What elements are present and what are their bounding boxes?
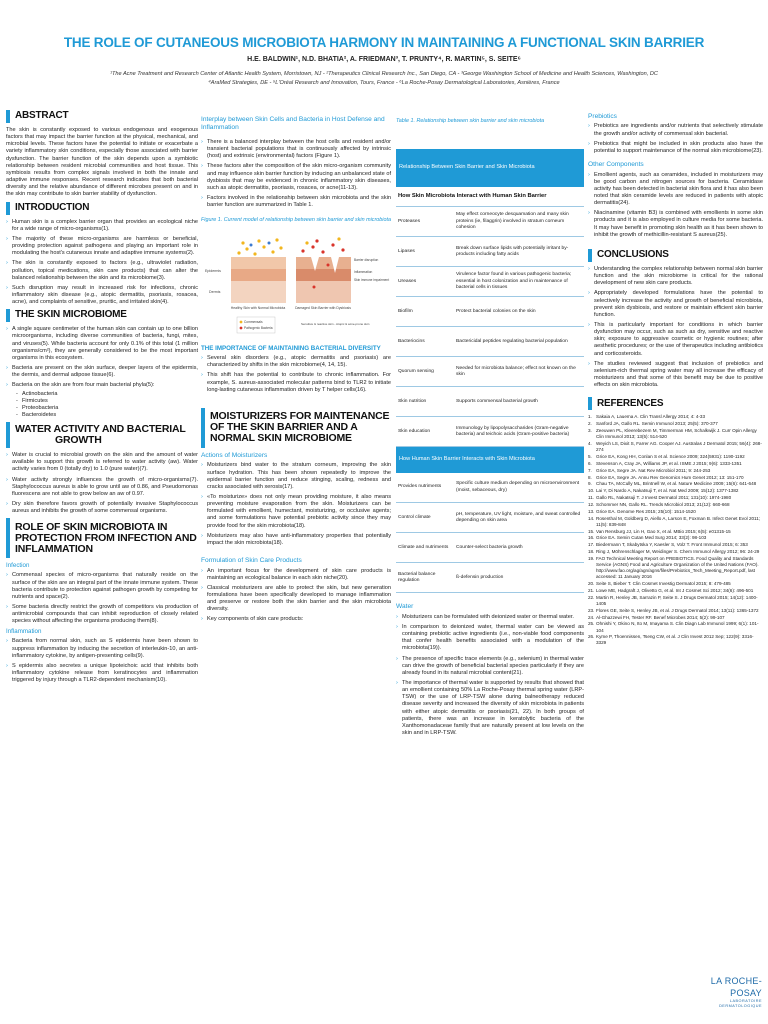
table-cell-value: May effect corneocyte desquamation and many skin proteins (ie, filaggrin) involved in stratum corneum cohesion xyxy=(454,207,584,237)
prebiotics-subheading: Prebiotics xyxy=(588,113,617,120)
skin-model-illustration xyxy=(201,227,391,339)
reference-item: 1. Sakaia A, Lauema A. Clin Transl Allergy 2014; 4: 4-33 xyxy=(588,414,706,420)
table-1-caption: Table 1. Relationship between skin barrier and skin microbiota xyxy=(396,118,545,124)
label-sensitive-skin: Sensitive & reactive skin - Atopic & acne-prone skin xyxy=(301,322,370,327)
reference-item: 2. Sanford JA, Gallo RL. Semin Immunol 2013; 25(5): 370-377 xyxy=(588,421,718,427)
list-item: › Niacinamine (vitamin B3) is combined with emollients in some skin products and it is also employed in culture media for some bacteria. It may have benefit in promoting skin health as it has been shown to inhibit the growth of methicillin-resistant S aureus(25). xyxy=(588,210,763,239)
healthy-epidermis xyxy=(231,269,286,281)
list-item: › An important focus for the development of skin care products is maintaining an ecological balance in each skin niche(20). xyxy=(201,568,391,582)
references-heading: REFERENCES xyxy=(588,397,763,410)
table-cell-key: Skin education xyxy=(396,417,454,447)
abstract-text: The skin is constantly exposed to various endogenous and exogenous factors that may impact the barrier function at the physical, mechanical, and microbial levels. These factors have the potential to initiate or exacerbate a variety inflammatory skin conditions, especially those associated with barrier dysfunction. The barrier function of the skin depends upon a symbiotic relationship between resident microbial communities and host tissue. This symbiosis results from complex signals involved in both the innate and adaptive immune responses. Recent research indicates that both bacterial diversity and the relative abundance of different microbes present on and in the skin may contribute to skin barrier stability of dysfunction. xyxy=(6,127,198,198)
damaged-dermis xyxy=(296,281,351,303)
table-cell-value: Needed for microbiota balance; effect not known on the skin xyxy=(454,357,584,387)
table-row xyxy=(396,327,584,357)
brand-name: LA ROCHE-POSAY xyxy=(710,976,762,998)
table-band-interact: How Skin Microbiota Interact with Human Skin Barrier xyxy=(396,187,584,207)
water-activity-heading: WATER ACTIVITY AND BACTERIAL GROWTH xyxy=(6,422,198,448)
table-cell-value: Specific culture medium depending on microenvironment (moist, sebaceous, dry) xyxy=(454,473,584,503)
reference-item: 5. Grice EA, Kong HH, Conlan S et al. Science 2009; 324(5931): 1190-1192 xyxy=(588,453,745,459)
reference-item: 12. Schommer NN, Gallo RL. Trends Microbiol 2013; 21(12): 660-668 xyxy=(588,501,730,507)
legend-commensals: Commensals xyxy=(244,320,263,325)
table-cell-value: Immunology by lipopolysaccharides (Gram-negative bacteria) and teichoic acids (Gram-positive bacteria) xyxy=(454,417,584,447)
phylum-item: - Bacteroidetes xyxy=(16,412,198,419)
reference-item: 25. Ohnishi Y, Okino N, Ito M, Imayama S. Clin Diagn Lab Immunol 1999; 6(1): 101-104 xyxy=(588,621,759,633)
table-row xyxy=(396,357,584,387)
table-row xyxy=(396,237,584,267)
damaged-stratum-corneum xyxy=(296,257,351,269)
figure-1 xyxy=(201,227,391,339)
list-item: › Bacteria are present on the skin surface, deeper layers of the epidermis, the dermis, and dermal adipose tissue(6). xyxy=(6,365,198,379)
reference-item: 21. Lowe ME, Hadgraft J, Olivetto G, et al. Int J Cosmet Sci 2012; 34(6): 496-501 xyxy=(588,587,754,593)
affiliations-line-1: ¹The Acne Treatment and Research Center of Atlantic Health System, Morristown, NJ - ²Therapeutics Clinical Research Inc., San Diego, CA - ³George Washington School of Medicine and Health Sciences, Washington, DC xyxy=(110,71,658,77)
prebiotics-list xyxy=(588,123,763,155)
list-item: › Bacteria on the skin are from four main bacterial phyla(5): - Actinobacteria - Firmicutes - Proteobacteria - Bacteroidetes xyxy=(6,382,198,419)
phylum-item: - Proteobacteria xyxy=(16,405,198,412)
table-cell-key: Biofilm xyxy=(396,297,454,327)
list-item: › There is a balanced interplay between the host cells and resident and/or transient bacterial populations that is continuously affected by intrinsic (host) and extrinsic (environmental) factors (Figure 1). xyxy=(201,139,391,160)
water-subheading: Water xyxy=(396,603,414,611)
other-components-subheading: Other Components xyxy=(588,161,644,169)
interplay-heading: Interplay between Skin Cells and Bacteria in Host Defense and Inflammation xyxy=(201,116,385,132)
table-row xyxy=(396,503,584,533)
phylum-item: - Actinobacteria xyxy=(16,391,198,398)
column-3 xyxy=(396,110,584,740)
table-cell-key: Quorum sensing xyxy=(396,357,454,387)
column-2 xyxy=(201,110,391,627)
label-healthy-skin: Healthy Skin with Normal Microbiota xyxy=(230,306,286,311)
actions-subheading: Actions of Moisturizers xyxy=(201,451,268,459)
legend-pathogens-marker xyxy=(240,327,243,330)
formulation-list xyxy=(201,568,391,624)
list-item: › Commensal species of micro-organisms that naturally reside on the surface of the skin are an integral part of the innate immune system. These bacteria contribute to protection against pathogen growth by competing for nutrients and space(2). xyxy=(6,572,198,601)
affiliations-line-2: ⁴AraMed Strategies, DE - ⁵L'Oréal Research and Innovation, Tours, France - ⁶La Roche-Posay Dermatological Laboratories, Asnières, France xyxy=(208,80,560,86)
bacterial-diversity-heading: THE IMPORTANCE OF MAINTAINING BACTERIAL DIVERSITY xyxy=(201,345,381,353)
list-item: › In comparison to deionized water, thermal water can be viewed as containing prebiotic active ingredients (i.e., non-viable food components that confer health benefits associated with a modulation of the microbiota(19)). xyxy=(396,624,584,653)
other-components-list xyxy=(588,172,763,239)
label-dermis: Dermis xyxy=(209,290,221,295)
list-item: › These factors alter the composition of the skin micro-organism community and may influence skin barrier function by inducing an unbalanced state of dysbiosis that may be evidenced in chronic inflammatory skin diseases, such as atopic dermatitis, psoriasis, rosacea, or acne(11-13). xyxy=(201,163,391,192)
skin-microbiome-heading: THE SKIN MICROBIOME xyxy=(6,309,198,322)
table-cell-value: Protect bacterial colonies on the skin xyxy=(454,297,584,327)
phyla-list xyxy=(16,391,198,420)
role-protection-heading: ROLE OF SKIN MICROBIOTA IN PROTECTION FROM INFECTION AND INFLAMMATION xyxy=(6,518,198,558)
bacterial-diversity-list xyxy=(201,355,391,394)
conclusions-list xyxy=(588,266,763,390)
list-item: › Factors involved in the relationship between skin microbiota and the skin barrier function are summarized in Table 1. xyxy=(201,195,391,209)
brand-logo xyxy=(690,976,762,1009)
label-epidermis: Epidermis xyxy=(205,269,221,274)
table-cell-key: Bacterial balance regulation xyxy=(396,563,454,593)
list-item: › Bacteria from normal skin, such as S epidermis have been shown to suppress inflammation by inducing the secretion of interleukin-10, an anti-inflammatory cytokine, by antigen-presenting cells(9). xyxy=(6,638,198,659)
list-item: › Understanding the complex relationship between normal skin barrier function and the skin microbiome is critical for the rational development of new skin care products. xyxy=(588,266,763,287)
damaged-epidermis xyxy=(296,269,351,281)
abstract-heading: ABSTRACT xyxy=(6,110,198,123)
table-row xyxy=(396,473,584,503)
list-item: › This shift has the potential to contribute to chronic inflammation. For example, S. aureus-associated molecular patterns bind to TLR2 to initiate long-lasting cutaneous inflammation driven by T helper cells(16). xyxy=(201,372,391,393)
list-item: › Key components of skin care products: xyxy=(201,616,391,623)
reference-item: 7. Grice EA, Segre JA. Nat Rev Microbiol 2011; 9: 244-253 xyxy=(588,467,711,473)
label-damaged-skin: Damaged Skin Barrier with Dysbiosis xyxy=(295,306,351,311)
column-1 xyxy=(6,110,198,687)
list-item: › This is particularly important for conditions in which barrier dysfunction may occur, such as such as dry, sensitive and reactive skin; exposure to aggressive cosmetic or hygienic routines; after aesthetic procedures; or the use of therapeutics including antibiotics and corticosteroids. xyxy=(588,322,763,358)
reference-item: 3. Zeeuwen PL, Kleerebezem M, Timmerman HM, Schalkwijk J. Curr Opin Allergy Clin Immunol 2013; 13(5): 514-520 xyxy=(588,428,757,440)
table-cell-value: ß-defensin production xyxy=(454,563,584,593)
reference-item: 9. Chau TA, McCully ML, Brintnell W, et al. Nature Medicine 2009; 15(6): 641-648 xyxy=(588,481,757,487)
infection-subheading: Infection xyxy=(6,562,30,570)
formulation-subheading: Formulation of Skin Care Products xyxy=(201,557,302,565)
table-1 xyxy=(396,149,584,593)
table-cell-key: Bacteriocins xyxy=(396,327,454,357)
reference-item: 15. Van Rensburg JJ, Lin H, Gao X, et al. MBio 2015; 6(5): e01315-15 xyxy=(588,528,731,534)
water-activity-list xyxy=(6,452,198,515)
table-row xyxy=(396,533,584,563)
table-row xyxy=(396,267,584,297)
table-cell-key: Provides nutriments xyxy=(396,473,454,503)
list-item: › Such disruption may result in increased risk for infections, chronic inflammatory skin disease (e.g., atopic dermatitis, psoriasis, rosacea, acne), and complaints of sensitive, pruritic, and irritated skin(4). xyxy=(6,285,198,306)
reference-item: 16. Grice EA. Semin Cutan Med Surg 2014; 33(2): 98-103 xyxy=(588,535,707,541)
reference-item: 19. FAO Technical Meeting Report on PREBIOTICS. Food Quality and Standards Service (AGNS) Food and Agriculture Organization of the United Nations (FAO). http://www.fao.org/ag/agn/agns/files/Prebiotics_Tech_Meeting_Report.pdf, last accessed: 11 January 2016 xyxy=(588,556,759,580)
reference-item: 4. Weyich LS, Dixit S, Farrer AG. Cooper AJ. Australas J Dermatol 2015; 56(4): 268-274 xyxy=(588,441,762,453)
list-item: › Prebiotics are ingredients and/or nutrients that selectively stimulate the growth and/or activity of commensal skin bacterial. xyxy=(588,123,763,137)
list-item: › Several skin disorders (e.g., atopic dermatitis and psoriasis) are characterized by shifts in the skin microbiome(4, 14, 15). xyxy=(201,355,391,369)
figure-1-caption: Figure 1. Current model of relationship between skin barrier and skin microbiota xyxy=(201,217,391,224)
healthy-stratum-corneum xyxy=(231,257,286,269)
reference-item: 6. Stevenson A, Cray JA, Williams JP, et al. ISME J 2015; 9(6): 1333-1351 xyxy=(588,460,742,466)
list-item: › The studies reviewed suggest that inclusion of prebiotics and selenium-rich thermal spring water may all increase the efficacy of moisturizers and that some of this benefit may be due to positive effects on skin microbiota. xyxy=(588,361,763,390)
legend-commensals-marker xyxy=(240,321,243,324)
poster-title: THE ROLE OF CUTANEOUS MICROBIOTA HARMONY IN MAINTAINING A FUNCTIONAL SKIN BARRIER xyxy=(63,35,705,50)
introduction-list xyxy=(6,219,198,307)
inflammation-subheading: Inflammation xyxy=(6,628,42,636)
skin-microbiome-list xyxy=(6,326,198,419)
list-item: › A single square centimeter of the human skin can contain up to one billion microorganisms, including diverse communities of bacteria, fungi, mites, and viruses(5). While bacteria account for only 0.1% of this total (1 million organisms/cm²), they are generally considered to be the most important organisms in this ecosystem. xyxy=(6,326,198,362)
list-item: › Classical moisturizers are able to protect the skin, but new generation formulations have been specifically developed to manage inflammation and preserve or restore both the skin barrier and the skin microbiota diversity. xyxy=(201,585,391,614)
table-cell-key: Lipases xyxy=(396,237,454,267)
list-item: › Moisturizers may also have anti-inflammatory properties that potentially impact the skin microbiota(18). xyxy=(201,533,391,547)
list-item: › Water activity strongly influences the growth of micro-organisms(7). Staphylococcus aureus is able to grow until aw of 0.86, and Pseudomonas fluorescens are not able to grow below an aw of 0.97. xyxy=(6,477,198,498)
table-row xyxy=(396,297,584,327)
reference-item: 8. Grice EA, Segre JA. Annu Rev Genomics Hum Genet 2012; 13: 151-170 xyxy=(588,474,744,480)
table-cell-key: Control climate xyxy=(396,503,454,533)
list-item: › Water is crucial to microbial growth on the skin and the amount of water available to support this growth is referred to water activity (aw). Water activity varies from 0 (totally dry) to 1.0 (pure water)(7). xyxy=(6,452,198,473)
label-barrier-disruption: Barrier disruption xyxy=(354,258,379,263)
reference-item: 26. Kyme P, Thoennissen, Tseng CW, et al. J Clin Invest 2012 Sep; 122(9): 3316-3329 xyxy=(588,634,754,646)
table-cell-key: Ureases xyxy=(396,267,454,297)
label-inflammation: Inflammation xyxy=(354,270,373,275)
column-4 xyxy=(588,110,763,647)
reference-item: 24. Al-Ghazzewi FH, Tester RF. Benef Microbes 2014; 5(2): 99-107 xyxy=(588,614,725,620)
list-item: › The skin is constantly exposed to factors (e.g., ultraviolet radiation, pollution, topical medications, skin care products) that can alter the balanced relationship between the skin and its microbiome(3). xyxy=(6,260,198,281)
list-item: › Appropriately developed formulations have the potential to selectively increase the activity and growth of beneficial microbiota, prevent skin dysbiosis, and restore or maintain efficient skin barrier function. xyxy=(588,290,763,319)
table-row xyxy=(396,207,584,237)
table-cell-value: Break down surface lipids with potentially irritant by-products including fatty acids xyxy=(454,237,584,267)
healthy-dermis xyxy=(231,281,286,303)
list-item: › Some bacteria directly restrict the growth of competitors via production of antimicrobial compounds that can inhibit reproduction of closely related species without affecting the organisms producing them(8). xyxy=(6,604,198,625)
interplay-list xyxy=(201,139,391,209)
conclusions-heading: CONCLUSIONS xyxy=(588,249,763,262)
brand-tagline: LABORATOIRE DERMATOLOGIQUE xyxy=(719,999,762,1008)
label-immune: Skin immune impairment xyxy=(354,278,390,283)
list-item: › The presence of specific trace elements (e.g., selenium) in thermal water can drive the growth of beneficial bacterial species particularly if they are already found in its natural microbial content(21). xyxy=(396,656,584,677)
reference-item: 22. Martin R, Henley JB, Sarrazin P, Seite S. J Drugs Dermatol 2015; 14(12): 1400-1405 xyxy=(588,594,758,606)
table-band-human-barrier: How Human Skin Barrier Interacts with Skin Microbiota xyxy=(396,447,584,473)
table-cell-value: Virulence factor found in various pathogenic bacteria; essential in host colonization and in maintenance of bacterial cells in tissues xyxy=(454,267,584,297)
list-item: › Human skin is a complex barrier organ that provides an ecological niche for a wide range of micro-organisms(1). xyxy=(6,219,198,233)
actions-list xyxy=(201,462,391,547)
infection-list xyxy=(6,572,198,625)
table-band-relationship: Relationship Between Skin Barrier and Skin Microbiota xyxy=(396,149,584,187)
list-item: › The importance of thermal water is supported by results that showed that an emollient containing 50% La Roche-Posay thermal spring water (LRP-TSW) or the use of LRP-TSW alone during balneotherapy reduced disease severity and increased the diversity of skin microbiota in patients with either atopic dermatitis or psoriasis(21, 22). In both groups of patients, there was an increase in keratolytic bacteria of the Xanthomonadaceae family that are naturally present at low levels on the skin and in LRP-TSW. xyxy=(396,680,584,737)
reference-item: 17. Biedermann T, Skabytska Y, Kaesler S, Volz T. Front Immunol 2015; 6: 353 xyxy=(588,542,748,548)
list-item: › Dry skin therefore favors growth of potentially invasive Staphylococcus aureus and inhibits the growth of some commensal organisms. xyxy=(6,501,198,515)
references-list xyxy=(588,414,763,646)
list-item: › Moisturizers bind water to the stratum corneum, improving the skin surface hydration. This has been shown repeatedly to improve the epidermal barrier function and reduce stinging, scaling, redness and cracks associated with xerosis(17). xyxy=(201,462,391,491)
moisturizers-heading: MOISTURIZERS FOR MAINTENANCE OF THE SKIN BARRIER AND A NORMAL SKIN MICROBIOME xyxy=(201,408,391,448)
table-cell-value: Counter-select bacteria growth xyxy=(454,533,584,563)
table-row xyxy=(396,387,584,417)
table-cell-value: Bactericidal peptides regulating bacterial population xyxy=(454,327,584,357)
reference-item: 13. Grice EA. Genome Res 2015; 25(10): 1514-1520 xyxy=(588,508,696,514)
table-row xyxy=(396,417,584,447)
table-row xyxy=(396,563,584,593)
authors: H.E. BALDWIN¹, N.D. BHATIA², A. FRIEDMAN³, T. PRUNTY⁴, R. MARTIN⁵, S. SEITE⁶ xyxy=(247,56,521,63)
water-list xyxy=(396,614,584,738)
table-cell-value: Supports commensal bacterial growth xyxy=(454,387,584,417)
introduction-heading: INTRODUCTION xyxy=(6,202,198,215)
table-cell-key: Proteases xyxy=(396,207,454,237)
legend-pathogens: Pathogenic Bacteria xyxy=(244,326,273,331)
reference-item: 18. Ring J, Möhrenschlager M, Weidinger S. Chem Immunol Allergy 2012; 96: 24-29 xyxy=(588,549,760,555)
table-cell-key: Climate and nutriments xyxy=(396,533,454,563)
list-item: › Moisturizers can be formulated with deionized water or thermal water. xyxy=(396,614,584,621)
list-item: › Emollient agents, such as ceramides, included in moisturizers may be good carbon and nitrogen sources for bacteria. Ceramidase activity has been detected in bacterial skin flora and it has also been noted that skin ceramide levels are reduced in patients with atopic dermatitis(24). xyxy=(588,172,763,208)
reference-item: 11. Gallo RL, Nakatsuji T. J Invest Dermatol 2011; 131(10): 1974-1980 xyxy=(588,495,732,501)
table-cell-key: Skin nutrition xyxy=(396,387,454,417)
reference-item: 23. Flores GE, Seite S, Henley JB, et al. J Drugs Dermatol 2014; 13(11): 1365-1372 xyxy=(588,607,759,613)
list-item: › S epidermis also secretes a unique lipoteichoic acid that inhibits both inflammatory cytokine release from keratinocytes and inflammation triggered by injury through a TLR2-dependent mechanism(10). xyxy=(6,663,198,684)
reference-item: 10. Lai Y, Di Nardo A, Nakatsuji T, et al. Nat Med 2009; 15(12): 1377-1382 xyxy=(588,488,739,494)
list-item: › Prebiotics that might be included in skin products also have the potential to support maintenance of the normal skin microbiome(23). xyxy=(588,141,763,155)
reference-item: 14. Rosenthal M, Goldberg D, Aiello A, Larson E, Foxman B. Infect Genet Evol 2011; 11(5): 839-848 xyxy=(588,515,761,527)
reference-item: 20. Seite S, Bieber T. Clin Cosmet Investig Dermatol 2015; 8: 479-485 xyxy=(588,581,731,587)
phylum-item: - Firmicutes xyxy=(16,398,198,405)
inflammation-list xyxy=(6,638,198,684)
list-item: › «To moisturize» does not only mean providing moisture, it also means preventing moisture evaporation from the skin. Moisturizers can be formulated with emollient, humectant, moisturizing, or occlusive agents; and some formulations have potential prebiotic activity since they may provide food for the skin microbiota(18). xyxy=(201,494,391,530)
list-item: › The majority of these micro-organisms are harmless or beneficial, providing protection against pathogens and playing an important role in modulating the host's cutaneous innate and adaptive immune systems(2). xyxy=(6,236,198,257)
table-cell-value: pH, temperature, UV light, moisture, and sweat controlled depending on skin area xyxy=(454,503,584,533)
